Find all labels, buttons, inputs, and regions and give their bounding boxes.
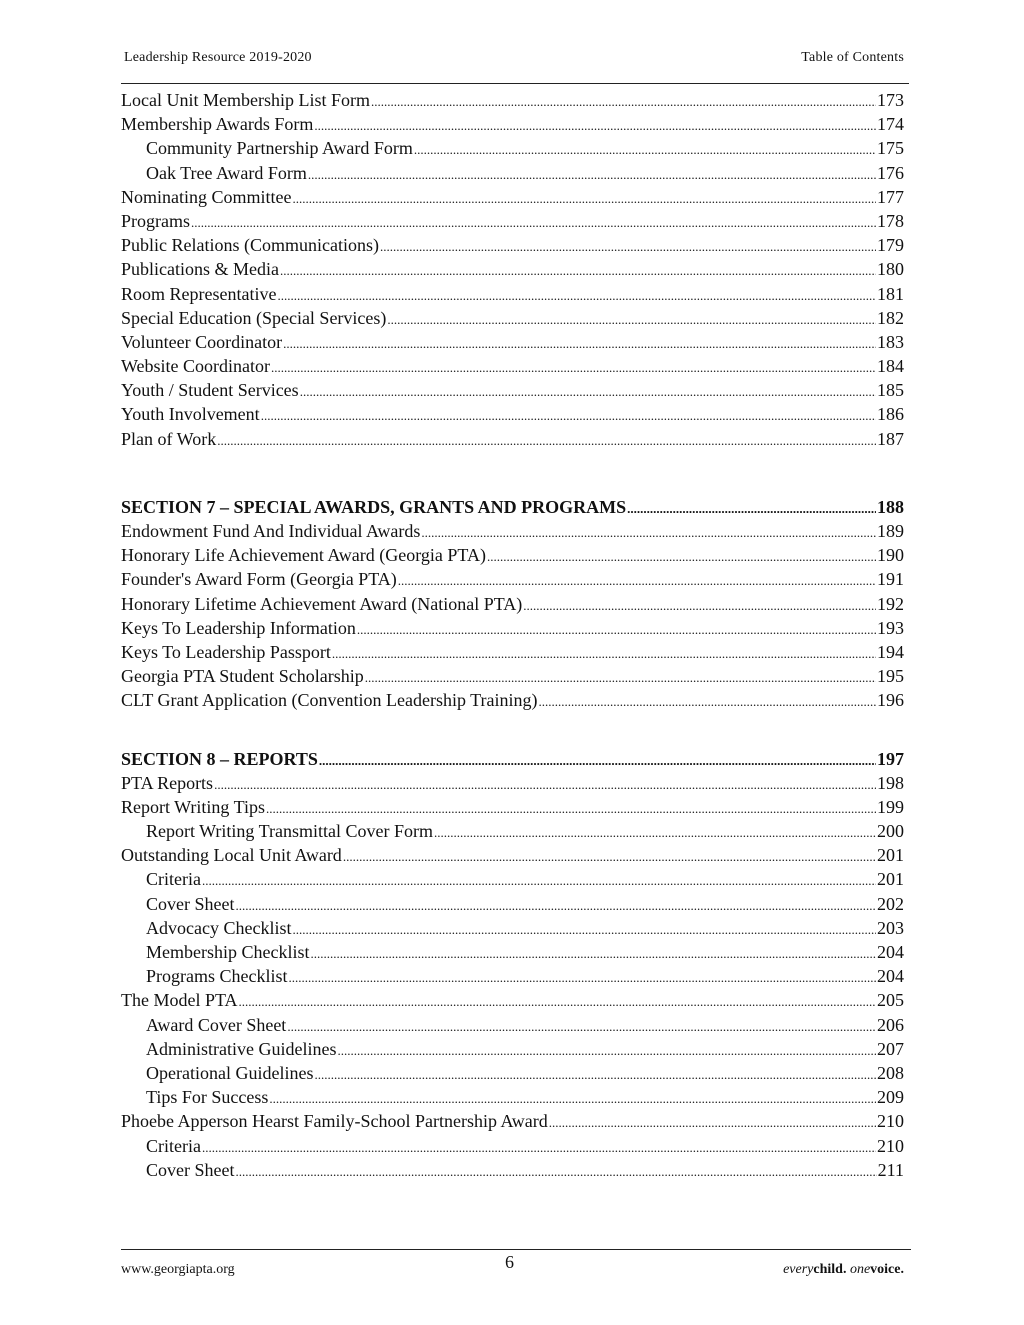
toc-entry[interactable]: [121, 330, 904, 354]
toc-page: 180: [877, 259, 904, 280]
leader-dots: [287, 1013, 876, 1039]
toc-label: Youth / Student Services: [121, 380, 299, 401]
toc-label: Youth Involvement: [121, 404, 260, 425]
toc-page: 193: [877, 617, 904, 638]
toc-label: PTA Reports: [121, 772, 214, 793]
toc-label: Criteria: [146, 869, 201, 890]
toc-entry[interactable]: [121, 354, 904, 378]
toc-page: 179: [877, 235, 904, 256]
leader-dots: [371, 88, 876, 114]
toc-label: Local Unit Membership List Form: [121, 90, 370, 110]
toc-page: 185: [877, 380, 904, 401]
toc-label: CLT Grant Application (Convention Leadership Training): [121, 690, 538, 711]
leader-dots: [332, 640, 876, 666]
toc-page: 192: [877, 593, 904, 614]
toc-entry[interactable]: [121, 867, 904, 891]
toc-page: 203: [877, 917, 904, 938]
leader-dots: [414, 136, 876, 162]
leader-dots: [380, 233, 876, 259]
toc-entry[interactable]: [121, 964, 904, 988]
toc-label: Plan of Work: [121, 428, 217, 449]
leader-dots: [387, 306, 876, 332]
toc-page: 174: [877, 114, 904, 135]
toc-entry[interactable]: [121, 988, 904, 1012]
leader-dots: [214, 771, 876, 797]
toc-entry[interactable]: [121, 771, 904, 795]
toc-entry[interactable]: [121, 257, 904, 281]
toc-page: 196: [877, 690, 904, 711]
toc-page: 211: [877, 1159, 904, 1180]
leader-dots: [280, 257, 876, 283]
toc-entry[interactable]: [121, 940, 904, 964]
leader-dots: [627, 495, 876, 521]
toc-label: Special Education (Special Services): [121, 307, 387, 328]
leader-dots: [271, 354, 876, 380]
toc-page: 181: [877, 283, 904, 304]
toc-entry[interactable]: [121, 843, 904, 867]
toc-label: Award Cover Sheet: [146, 1014, 287, 1035]
toc-entry[interactable]: [121, 592, 904, 616]
toc-page: 188: [877, 496, 904, 517]
toc-label: Programs: [121, 210, 190, 231]
toc-entry[interactable]: [121, 233, 904, 257]
toc-entry[interactable]: [121, 543, 904, 567]
toc-group-2: [121, 519, 904, 713]
leader-dots: [421, 519, 876, 545]
toc-page: 210: [877, 1135, 904, 1156]
toc-label: Honorary Lifetime Achievement Award (National PTA): [121, 593, 523, 614]
table-of-contents: [121, 88, 904, 1182]
toc-page: 201: [877, 869, 904, 890]
toc-page: 186: [877, 404, 904, 425]
toc-label: Honorary Life Achievement Award (Georgia PTA): [121, 545, 486, 566]
toc-label: Georgia PTA Student Scholarship: [121, 666, 364, 687]
leader-dots: [314, 1061, 876, 1087]
toc-entry[interactable]: [121, 916, 904, 940]
leader-dots: [235, 892, 876, 918]
toc-page: 204: [877, 942, 904, 962]
toc-label: Endowment Fund And Individual Awards: [121, 521, 421, 541]
header-rule: [121, 83, 909, 84]
leader-dots: [314, 112, 876, 138]
toc-entry[interactable]: [121, 1109, 904, 1133]
toc-label: Volunteer Coordinator: [121, 331, 283, 352]
toc-label: Oak Tree Award Form: [146, 162, 307, 183]
toc-group-1: [121, 88, 904, 451]
toc-page: 200: [877, 821, 904, 842]
toc-page: 202: [877, 893, 904, 914]
tagline-voice: voice.: [870, 1262, 904, 1277]
toc-entry[interactable]: [121, 1134, 904, 1158]
tagline-child: child.: [813, 1262, 847, 1277]
toc-entry[interactable]: [121, 567, 904, 591]
leader-dots: [261, 402, 876, 428]
leader-dots: [549, 1109, 876, 1135]
leader-dots: [357, 616, 876, 642]
toc-page: 176: [877, 162, 904, 183]
toc-label: Publications & Media: [121, 259, 279, 280]
toc-entry[interactable]: [121, 795, 904, 819]
toc-page: 173: [877, 90, 904, 110]
toc-page: 190: [877, 545, 904, 566]
toc-label: Membership Awards Form: [121, 114, 314, 135]
toc-label: Tips For Success: [146, 1087, 269, 1108]
footer-website: www.georgiapta.org: [121, 1262, 235, 1277]
toc-entry[interactable]: [121, 1061, 904, 1085]
leader-dots: [523, 592, 876, 618]
toc-page: 209: [877, 1087, 904, 1108]
leader-dots: [398, 567, 876, 593]
toc-section-8[interactable]: [121, 747, 904, 771]
toc-label: Cover Sheet: [146, 1159, 235, 1180]
toc-page: 177: [877, 186, 904, 207]
toc-label: Operational Guidelines: [146, 1062, 314, 1083]
header-title: Leadership Resource 2019-2020: [124, 50, 312, 65]
leader-dots: [365, 664, 876, 690]
toc-entry[interactable]: [121, 688, 904, 712]
toc-page: 197: [877, 748, 904, 769]
toc-label: Room Representative: [121, 283, 277, 304]
toc-entry[interactable]: [121, 616, 904, 640]
leader-dots: [266, 795, 876, 821]
leader-dots: [343, 843, 876, 869]
toc-entry[interactable]: [121, 209, 904, 233]
leader-dots: [289, 964, 877, 990]
leader-dots: [235, 1158, 876, 1184]
spacer: [121, 451, 904, 495]
toc-group-3: [121, 771, 904, 1182]
toc-entry[interactable]: [121, 185, 904, 209]
footer-rule: [121, 1249, 911, 1250]
toc-label: Public Relations (Communications): [121, 235, 379, 256]
leader-dots: [308, 161, 876, 187]
toc-label: Report Writing Tips: [121, 796, 265, 817]
header-section: Table of Contents: [801, 50, 904, 65]
toc-entry[interactable]: [121, 819, 904, 843]
tagline-one: one: [849, 1262, 871, 1277]
toc-label: SECTION 7 – SPECIAL AWARDS, GRANTS AND PROGRAMS: [121, 496, 627, 517]
toc-label: The Model PTA: [121, 990, 238, 1011]
leader-dots: [487, 543, 876, 569]
toc-page: 178: [877, 210, 904, 231]
leader-dots: [292, 916, 876, 942]
toc-section-7[interactable]: [121, 495, 904, 519]
toc-label: Membership Checklist: [146, 942, 310, 962]
leader-dots: [202, 867, 876, 893]
leader-dots: [239, 988, 876, 1014]
toc-label: Report Writing Transmittal Cover Form: [146, 821, 433, 842]
toc-entry[interactable]: [121, 1037, 904, 1061]
toc-entry[interactable]: [121, 427, 904, 451]
leader-dots: [191, 209, 876, 235]
leader-dots: [277, 282, 876, 308]
toc-page: 187: [877, 428, 904, 449]
toc-entry[interactable]: [121, 1013, 904, 1037]
toc-entry[interactable]: [121, 161, 904, 185]
toc-label: SECTION 8 – REPORTS: [121, 748, 318, 769]
toc-page: 183: [877, 331, 904, 352]
leader-dots: [283, 330, 876, 356]
toc-label: Website Coordinator: [121, 356, 271, 377]
page-number: 6: [505, 1252, 514, 1272]
leader-dots: [434, 819, 876, 845]
toc-label: Advocacy Checklist: [146, 917, 292, 938]
toc-page: 207: [877, 1038, 904, 1059]
toc-page: 194: [877, 641, 904, 662]
toc-page: 189: [877, 521, 904, 541]
toc-page: 182: [877, 307, 904, 328]
toc-entry[interactable]: [121, 640, 904, 664]
toc-label: Keys To Leadership Passport: [121, 641, 331, 662]
toc-page: 198: [877, 772, 904, 793]
toc-page: 206: [877, 1014, 904, 1035]
toc-label: Criteria: [146, 1135, 201, 1156]
toc-label: Administrative Guidelines: [146, 1038, 337, 1059]
leader-dots: [292, 185, 876, 211]
toc-entry[interactable]: [121, 306, 904, 330]
leader-dots: [310, 940, 876, 966]
toc-entry[interactable]: [121, 112, 904, 136]
toc-page: 205: [877, 990, 904, 1011]
toc-page: 199: [877, 796, 904, 817]
toc-label: Cover Sheet: [146, 893, 235, 914]
toc-label: Community Partnership Award Form: [146, 138, 413, 159]
toc-page: 184: [877, 356, 904, 377]
toc-entry[interactable]: [121, 136, 904, 160]
toc-page: 191: [877, 569, 904, 590]
spacer: [121, 713, 904, 747]
toc-label: Keys To Leadership Information: [121, 617, 356, 638]
toc-label: Programs Checklist: [146, 966, 288, 987]
toc-entry[interactable]: [121, 402, 904, 426]
toc-entry[interactable]: [121, 519, 904, 543]
toc-entry[interactable]: [121, 1085, 904, 1109]
toc-page: 195: [877, 666, 904, 687]
toc-page: 208: [877, 1062, 904, 1083]
toc-entry[interactable]: [121, 892, 904, 916]
toc-label: Founder's Award Form (Georgia PTA): [121, 569, 397, 590]
tagline-every: every: [783, 1262, 814, 1277]
leader-dots: [202, 1134, 876, 1160]
toc-page: 210: [877, 1111, 904, 1132]
toc-page: 175: [877, 138, 904, 159]
footer-tagline: [783, 1262, 904, 1278]
toc-page: 201: [877, 845, 904, 866]
leader-dots: [319, 747, 876, 773]
toc-entry[interactable]: [121, 88, 904, 112]
toc-label: Phoebe Apperson Hearst Family-School Partnership Award: [121, 1111, 548, 1132]
leader-dots: [337, 1037, 876, 1063]
toc-entry[interactable]: [121, 1158, 904, 1182]
leader-dots: [300, 378, 876, 404]
toc-label: Outstanding Local Unit Award: [121, 845, 342, 866]
toc-page: 204: [877, 966, 904, 987]
leader-dots: [269, 1085, 876, 1111]
toc-label: Nominating Committee: [121, 186, 292, 207]
toc-entry[interactable]: [121, 282, 904, 306]
toc-entry[interactable]: [121, 664, 904, 688]
leader-dots: [538, 688, 876, 714]
toc-entry[interactable]: [121, 378, 904, 402]
leader-dots: [217, 427, 876, 453]
